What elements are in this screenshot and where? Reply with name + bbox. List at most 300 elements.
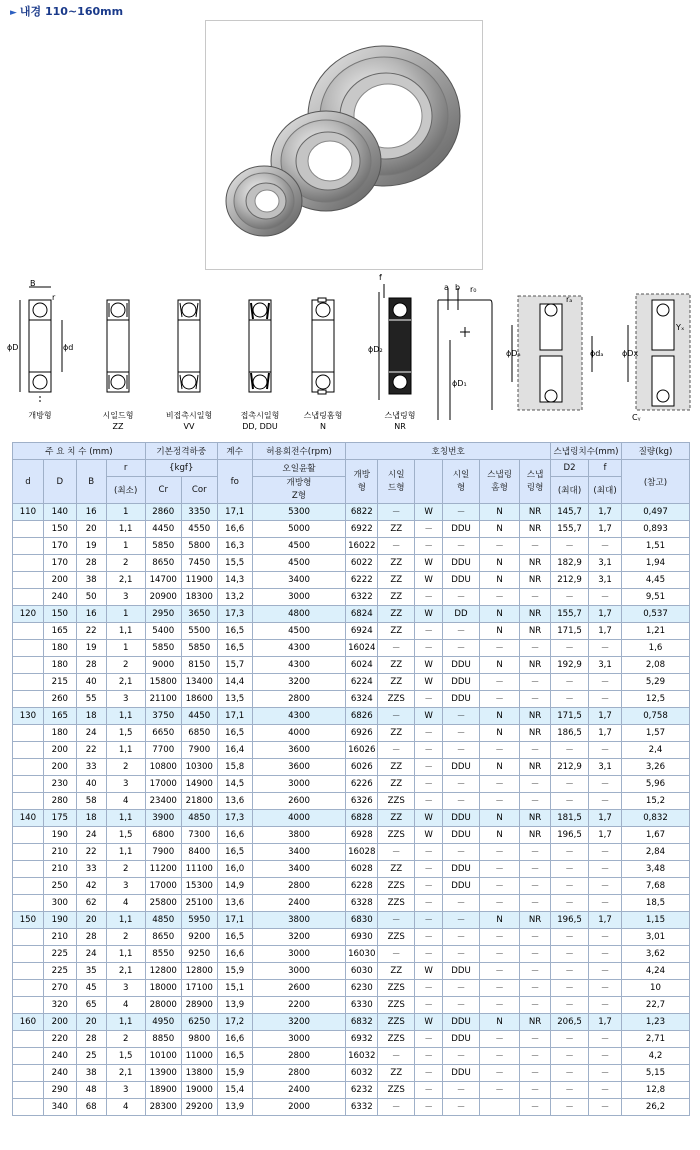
- cell-zz: ZZS: [378, 793, 415, 810]
- header-speed: 허용회전수(rpm): [252, 443, 346, 460]
- header-Cr: Cr: [145, 477, 181, 504]
- cell-rpm: 4500: [252, 538, 346, 555]
- cell-D: 140: [43, 504, 76, 521]
- header-Cor: Cor: [181, 477, 217, 504]
- cell-w: W: [415, 827, 443, 844]
- cell-d: [13, 997, 44, 1014]
- cell-w: －: [415, 844, 443, 861]
- cell-no: 6322: [346, 589, 378, 606]
- cell-d: [13, 555, 44, 572]
- label-noncontact-seal: 비접촉시일형 VV: [165, 411, 213, 431]
- cell-kg: 1,51: [621, 538, 689, 555]
- cell-n: －: [480, 997, 520, 1014]
- cell-kg: 4,45: [621, 572, 689, 589]
- cell-n: N: [480, 623, 520, 640]
- cell-f: －: [589, 776, 622, 793]
- shielded-section: [107, 300, 129, 392]
- cell-seal: －: [443, 640, 480, 657]
- cell-f: 3,1: [589, 572, 622, 589]
- cell-kg: 1,23: [621, 1014, 689, 1031]
- cell-w: －: [415, 878, 443, 895]
- cell-rpm: 3200: [252, 929, 346, 946]
- cell-no: 6326: [346, 793, 378, 810]
- cell-d2: 212,9: [551, 572, 589, 589]
- cell-B: 22: [76, 742, 106, 759]
- table-row: [13, 742, 690, 759]
- cell-kg: 0,537: [621, 606, 689, 623]
- cell-Cr: 7700: [145, 742, 181, 759]
- cell-n: －: [480, 895, 520, 912]
- cell-Cor: 29200: [181, 1099, 217, 1116]
- cell-w: －: [415, 929, 443, 946]
- dim-b: b: [455, 283, 461, 292]
- page-title-text: 내경 110~160mm: [19, 5, 124, 18]
- cell-kg: 5,15: [621, 1065, 689, 1082]
- cell-r: 3: [106, 589, 145, 606]
- cell-no: 6226: [346, 776, 378, 793]
- cell-n: [480, 1099, 520, 1116]
- cell-fo: 17,3: [217, 606, 252, 623]
- cell-no: 16030: [346, 946, 378, 963]
- noncontact-seal-section: [178, 300, 200, 392]
- cell-fo: 14,5: [217, 776, 252, 793]
- cell-Cr: 8550: [145, 946, 181, 963]
- header-factor: 계수: [217, 443, 252, 460]
- cell-r: 1,1: [106, 742, 145, 759]
- snap-ring-groove-detail: [438, 288, 492, 420]
- cell-Cor: 8150: [181, 657, 217, 674]
- cell-D: 180: [43, 657, 76, 674]
- cell-kg: 3,26: [621, 759, 689, 776]
- cell-nr: －: [520, 844, 551, 861]
- cell-D: 165: [43, 623, 76, 640]
- cell-zz: －: [378, 504, 415, 521]
- cell-fo: 16,5: [217, 725, 252, 742]
- cell-d: 120: [13, 606, 44, 623]
- cell-r: 1,1: [106, 912, 145, 929]
- cell-D: 215: [43, 674, 76, 691]
- cell-D: 240: [43, 1065, 76, 1082]
- cell-seal: DDU: [443, 861, 480, 878]
- dim-phid: ϕd: [63, 343, 74, 352]
- cell-fo: 16,3: [217, 538, 252, 555]
- table-row: [13, 946, 690, 963]
- table-row: [13, 912, 690, 929]
- label-snap-ring: 스냅링형 NR: [384, 411, 416, 431]
- cell-Cr: 23400: [145, 793, 181, 810]
- cell-seal: DDU: [443, 1031, 480, 1048]
- cell-D: 180: [43, 640, 76, 657]
- cell-Cr: 2950: [145, 606, 181, 623]
- cell-D: 200: [43, 742, 76, 759]
- cell-B: 28: [76, 555, 106, 572]
- cell-seal: DDU: [443, 572, 480, 589]
- cell-d: [13, 725, 44, 742]
- cell-rpm: 3200: [252, 1014, 346, 1031]
- cell-rpm: 3000: [252, 963, 346, 980]
- table-row: [13, 980, 690, 997]
- cell-fo: 16,6: [217, 827, 252, 844]
- cell-r: 1,1: [106, 810, 145, 827]
- cell-Cr: 11200: [145, 861, 181, 878]
- cell-Cr: 5400: [145, 623, 181, 640]
- header-basic-load: 기본정격하중: [145, 443, 217, 460]
- cell-r: 3: [106, 878, 145, 895]
- cell-B: 62: [76, 895, 106, 912]
- cell-r: 1,1: [106, 844, 145, 861]
- cell-kg: 5,29: [621, 674, 689, 691]
- cell-fo: 16,5: [217, 623, 252, 640]
- cell-seal: －: [443, 980, 480, 997]
- cell-r: 3: [106, 1082, 145, 1099]
- cell-w: －: [415, 946, 443, 963]
- cell-B: 19: [76, 640, 106, 657]
- cell-D: 150: [43, 606, 76, 623]
- cell-rpm: 4800: [252, 606, 346, 623]
- cell-d2: 186,5: [551, 725, 589, 742]
- cell-d2: －: [551, 1065, 589, 1082]
- cell-w: －: [415, 538, 443, 555]
- cell-seal: DDU: [443, 963, 480, 980]
- cell-w: －: [415, 1048, 443, 1065]
- cell-seal: －: [443, 929, 480, 946]
- cell-nr: －: [520, 691, 551, 708]
- cell-d: [13, 521, 44, 538]
- header-D: D: [43, 460, 76, 504]
- table-row: [13, 861, 690, 878]
- cell-d2: －: [551, 963, 589, 980]
- cell-no: 6922: [346, 521, 378, 538]
- cell-d: [13, 1082, 44, 1099]
- cell-B: 33: [76, 861, 106, 878]
- cell-Cr: 4950: [145, 1014, 181, 1031]
- cell-D: 240: [43, 589, 76, 606]
- cell-nr: NR: [520, 725, 551, 742]
- cell-w: －: [415, 742, 443, 759]
- cell-d2: －: [551, 538, 589, 555]
- cell-nr: －: [520, 946, 551, 963]
- cell-D: 190: [43, 912, 76, 929]
- table-row: [13, 810, 690, 827]
- dim-phiD1: ϕD₁: [452, 379, 467, 388]
- cell-w: －: [415, 793, 443, 810]
- cell-B: 22: [76, 623, 106, 640]
- cell-n: －: [480, 691, 520, 708]
- cell-n: －: [480, 776, 520, 793]
- dim-r: r: [52, 293, 56, 302]
- cell-Cor: 11100: [181, 861, 217, 878]
- cell-D: 290: [43, 1082, 76, 1099]
- cell-B: 68: [76, 1099, 106, 1116]
- cell-seal: DDU: [443, 1014, 480, 1031]
- cell-d: [13, 589, 44, 606]
- cell-d2: －: [551, 589, 589, 606]
- cell-f: 1,7: [589, 606, 622, 623]
- cell-seal: －: [443, 1048, 480, 1065]
- cell-d2: －: [551, 793, 589, 810]
- cell-d: [13, 538, 44, 555]
- cell-D: 165: [43, 708, 76, 725]
- cell-fo: 14,4: [217, 674, 252, 691]
- cell-no: 6026: [346, 759, 378, 776]
- cell-no: 6932: [346, 1031, 378, 1048]
- cell-d: [13, 640, 44, 657]
- cell-r: 3: [106, 980, 145, 997]
- cell-n: －: [480, 742, 520, 759]
- cell-zz: ZZS: [378, 1031, 415, 1048]
- cell-seal: －: [443, 997, 480, 1014]
- cell-no: 16024: [346, 640, 378, 657]
- table-row: [13, 1048, 690, 1065]
- cell-rpm: 4300: [252, 640, 346, 657]
- cell-w: －: [415, 912, 443, 929]
- cell-rpm: 2800: [252, 878, 346, 895]
- bearing-spec-table: [12, 442, 690, 1116]
- cell-d2: 192,9: [551, 657, 589, 674]
- cell-rpm: 4300: [252, 708, 346, 725]
- cell-n: N: [480, 555, 520, 572]
- cell-zz: －: [378, 742, 415, 759]
- cell-kg: 26,2: [621, 1099, 689, 1116]
- cell-Cr: 10100: [145, 1048, 181, 1065]
- cell-seal: DDU: [443, 810, 480, 827]
- cell-f: －: [589, 1048, 622, 1065]
- cell-Cor: 21800: [181, 793, 217, 810]
- cell-n: －: [480, 844, 520, 861]
- cell-rpm: 2800: [252, 1065, 346, 1082]
- label-shielded: 시일드형 ZZ: [102, 411, 134, 431]
- cell-seal: －: [443, 623, 480, 640]
- cell-no: 6822: [346, 504, 378, 521]
- cell-fo: 16,4: [217, 742, 252, 759]
- cell-zz: －: [378, 844, 415, 861]
- cell-r: 1: [106, 640, 145, 657]
- cell-D: 200: [43, 759, 76, 776]
- cell-B: 50: [76, 589, 106, 606]
- cell-D: 150: [43, 521, 76, 538]
- cell-nr: －: [520, 895, 551, 912]
- cell-seal: DDU: [443, 691, 480, 708]
- cell-seal: －: [443, 538, 480, 555]
- cell-rpm: 4500: [252, 623, 346, 640]
- cell-rpm: 2600: [252, 980, 346, 997]
- header-open: 개방 형: [346, 460, 378, 504]
- header-r-min: (최소): [106, 477, 145, 504]
- cell-D: 260: [43, 691, 76, 708]
- cell-nr: －: [520, 742, 551, 759]
- cell-w: －: [415, 640, 443, 657]
- cell-zz: －: [378, 538, 415, 555]
- cell-fo: 15,1: [217, 980, 252, 997]
- cell-rpm: 5000: [252, 521, 346, 538]
- cell-kg: 12,8: [621, 1082, 689, 1099]
- cell-r: 1,1: [106, 1014, 145, 1031]
- cell-no: 6830: [346, 912, 378, 929]
- cell-seal: －: [443, 895, 480, 912]
- cell-D: 210: [43, 861, 76, 878]
- cell-r: 4: [106, 1099, 145, 1116]
- cell-d: [13, 1048, 44, 1065]
- cell-kg: 4,2: [621, 1048, 689, 1065]
- cell-zz: －: [378, 1099, 415, 1116]
- cell-w: －: [415, 1099, 443, 1116]
- cell-r: 4: [106, 793, 145, 810]
- dim-phiDa: ϕDₐ: [506, 349, 521, 358]
- bearing-type-diagrams: [0, 270, 700, 436]
- cell-seal: －: [443, 1099, 480, 1116]
- cell-kg: 1,21: [621, 623, 689, 640]
- cell-no: 6928: [346, 827, 378, 844]
- cell-nr: NR: [520, 759, 551, 776]
- cell-w: －: [415, 861, 443, 878]
- cell-Cor: 11000: [181, 1048, 217, 1065]
- cell-B: 38: [76, 1065, 106, 1082]
- cell-Cr: 17000: [145, 776, 181, 793]
- cell-w: W: [415, 810, 443, 827]
- cell-kg: 9,51: [621, 589, 689, 606]
- cell-D: 225: [43, 963, 76, 980]
- cell-B: 58: [76, 793, 106, 810]
- label-snap-ring-groove: 스냅링홈형 N: [303, 411, 343, 431]
- cell-no: 6832: [346, 1014, 378, 1031]
- cell-n: N: [480, 521, 520, 538]
- cell-Cr: 7900: [145, 844, 181, 861]
- cell-n: －: [480, 878, 520, 895]
- cell-fo: 16,0: [217, 861, 252, 878]
- cell-seal: －: [443, 504, 480, 521]
- cell-d: 150: [13, 912, 44, 929]
- cell-rpm: 2000: [252, 1099, 346, 1116]
- cell-r: 1,1: [106, 946, 145, 963]
- cell-zz: ZZ: [378, 963, 415, 980]
- cell-zz: ZZS: [378, 980, 415, 997]
- cell-r: 1,5: [106, 1048, 145, 1065]
- cell-f: －: [589, 793, 622, 810]
- cell-n: N: [480, 572, 520, 589]
- cell-d: [13, 691, 44, 708]
- cell-n: N: [480, 912, 520, 929]
- cell-d: [13, 1031, 44, 1048]
- dim-phiD2: ϕD₂: [368, 345, 383, 354]
- cell-no: 16022: [346, 538, 378, 555]
- cell-seal: －: [443, 589, 480, 606]
- cell-Cor: 19000: [181, 1082, 217, 1099]
- cell-n: －: [480, 1065, 520, 1082]
- cell-Cor: 9250: [181, 946, 217, 963]
- cell-w: －: [415, 895, 443, 912]
- table-row: [13, 1031, 690, 1048]
- cell-f: －: [589, 895, 622, 912]
- dim-a: a: [444, 283, 449, 292]
- cell-f: －: [589, 1031, 622, 1048]
- table-row: [13, 589, 690, 606]
- cell-D: 210: [43, 929, 76, 946]
- cell-d2: －: [551, 691, 589, 708]
- cell-d: [13, 674, 44, 691]
- cell-kg: 3,01: [621, 929, 689, 946]
- cell-w: －: [415, 521, 443, 538]
- cell-f: 1,7: [589, 521, 622, 538]
- cell-fo: 16,6: [217, 521, 252, 538]
- page-title: [10, 3, 123, 19]
- cell-fo: 17,1: [217, 708, 252, 725]
- cell-B: 65: [76, 997, 106, 1014]
- cell-rpm: 3600: [252, 759, 346, 776]
- cell-B: 16: [76, 504, 106, 521]
- cell-fo: 15,9: [217, 1065, 252, 1082]
- cell-seal: DDU: [443, 878, 480, 895]
- cell-Cor: 10300: [181, 759, 217, 776]
- cell-d: [13, 759, 44, 776]
- cell-no: 6930: [346, 929, 378, 946]
- small-bearing: [226, 166, 302, 236]
- cell-n: －: [480, 538, 520, 555]
- cell-rpm: 3600: [252, 742, 346, 759]
- cell-nr: NR: [520, 572, 551, 589]
- cell-rpm: 2200: [252, 997, 346, 1014]
- cell-kg: 2,4: [621, 742, 689, 759]
- cell-Cr: 6650: [145, 725, 181, 742]
- cell-r: 1,5: [106, 725, 145, 742]
- cell-zz: ZZS: [378, 997, 415, 1014]
- header-r: r: [106, 460, 145, 477]
- cell-D: 180: [43, 725, 76, 742]
- cell-rpm: 3000: [252, 589, 346, 606]
- cell-d: [13, 878, 44, 895]
- cell-Cor: 5500: [181, 623, 217, 640]
- cell-Cor: 15300: [181, 878, 217, 895]
- cell-nr: －: [520, 674, 551, 691]
- cell-Cor: 25100: [181, 895, 217, 912]
- cell-kg: 1,94: [621, 555, 689, 572]
- cell-no: 6228: [346, 878, 378, 895]
- cell-kg: 22,7: [621, 997, 689, 1014]
- header-shield: 시일 드형: [378, 460, 415, 504]
- cell-nr: NR: [520, 606, 551, 623]
- cell-nr: NR: [520, 912, 551, 929]
- cell-fo: 13,9: [217, 997, 252, 1014]
- cell-Cor: 13800: [181, 1065, 217, 1082]
- table-row: [13, 793, 690, 810]
- cell-n: －: [480, 929, 520, 946]
- cell-B: 24: [76, 827, 106, 844]
- cell-Cr: 6800: [145, 827, 181, 844]
- cell-d: [13, 1065, 44, 1082]
- cell-d: [13, 827, 44, 844]
- bearing-photo: [205, 20, 483, 270]
- cell-zz: ZZ: [378, 810, 415, 827]
- cell-rpm: 3400: [252, 844, 346, 861]
- cell-kg: 0,832: [621, 810, 689, 827]
- cell-n: －: [480, 1048, 520, 1065]
- cell-r: 2,1: [106, 674, 145, 691]
- cell-no: 6022: [346, 555, 378, 572]
- cell-n: N: [480, 1014, 520, 1031]
- cell-zz: ZZ: [378, 657, 415, 674]
- header-snap-ring: 스냅 링형: [520, 460, 551, 504]
- cell-r: 2,1: [106, 572, 145, 589]
- label-contact-seal: 접촉시일형 DD, DDU: [240, 411, 280, 431]
- cell-B: 16: [76, 606, 106, 623]
- cell-n: －: [480, 946, 520, 963]
- cell-B: 40: [76, 776, 106, 793]
- cell-f: 1,7: [589, 504, 622, 521]
- cell-n: N: [480, 827, 520, 844]
- cell-kg: 18,5: [621, 895, 689, 912]
- cell-kg: 2,71: [621, 1031, 689, 1048]
- cell-D: 190: [43, 827, 76, 844]
- header-mass: 질량(kg): [621, 443, 689, 460]
